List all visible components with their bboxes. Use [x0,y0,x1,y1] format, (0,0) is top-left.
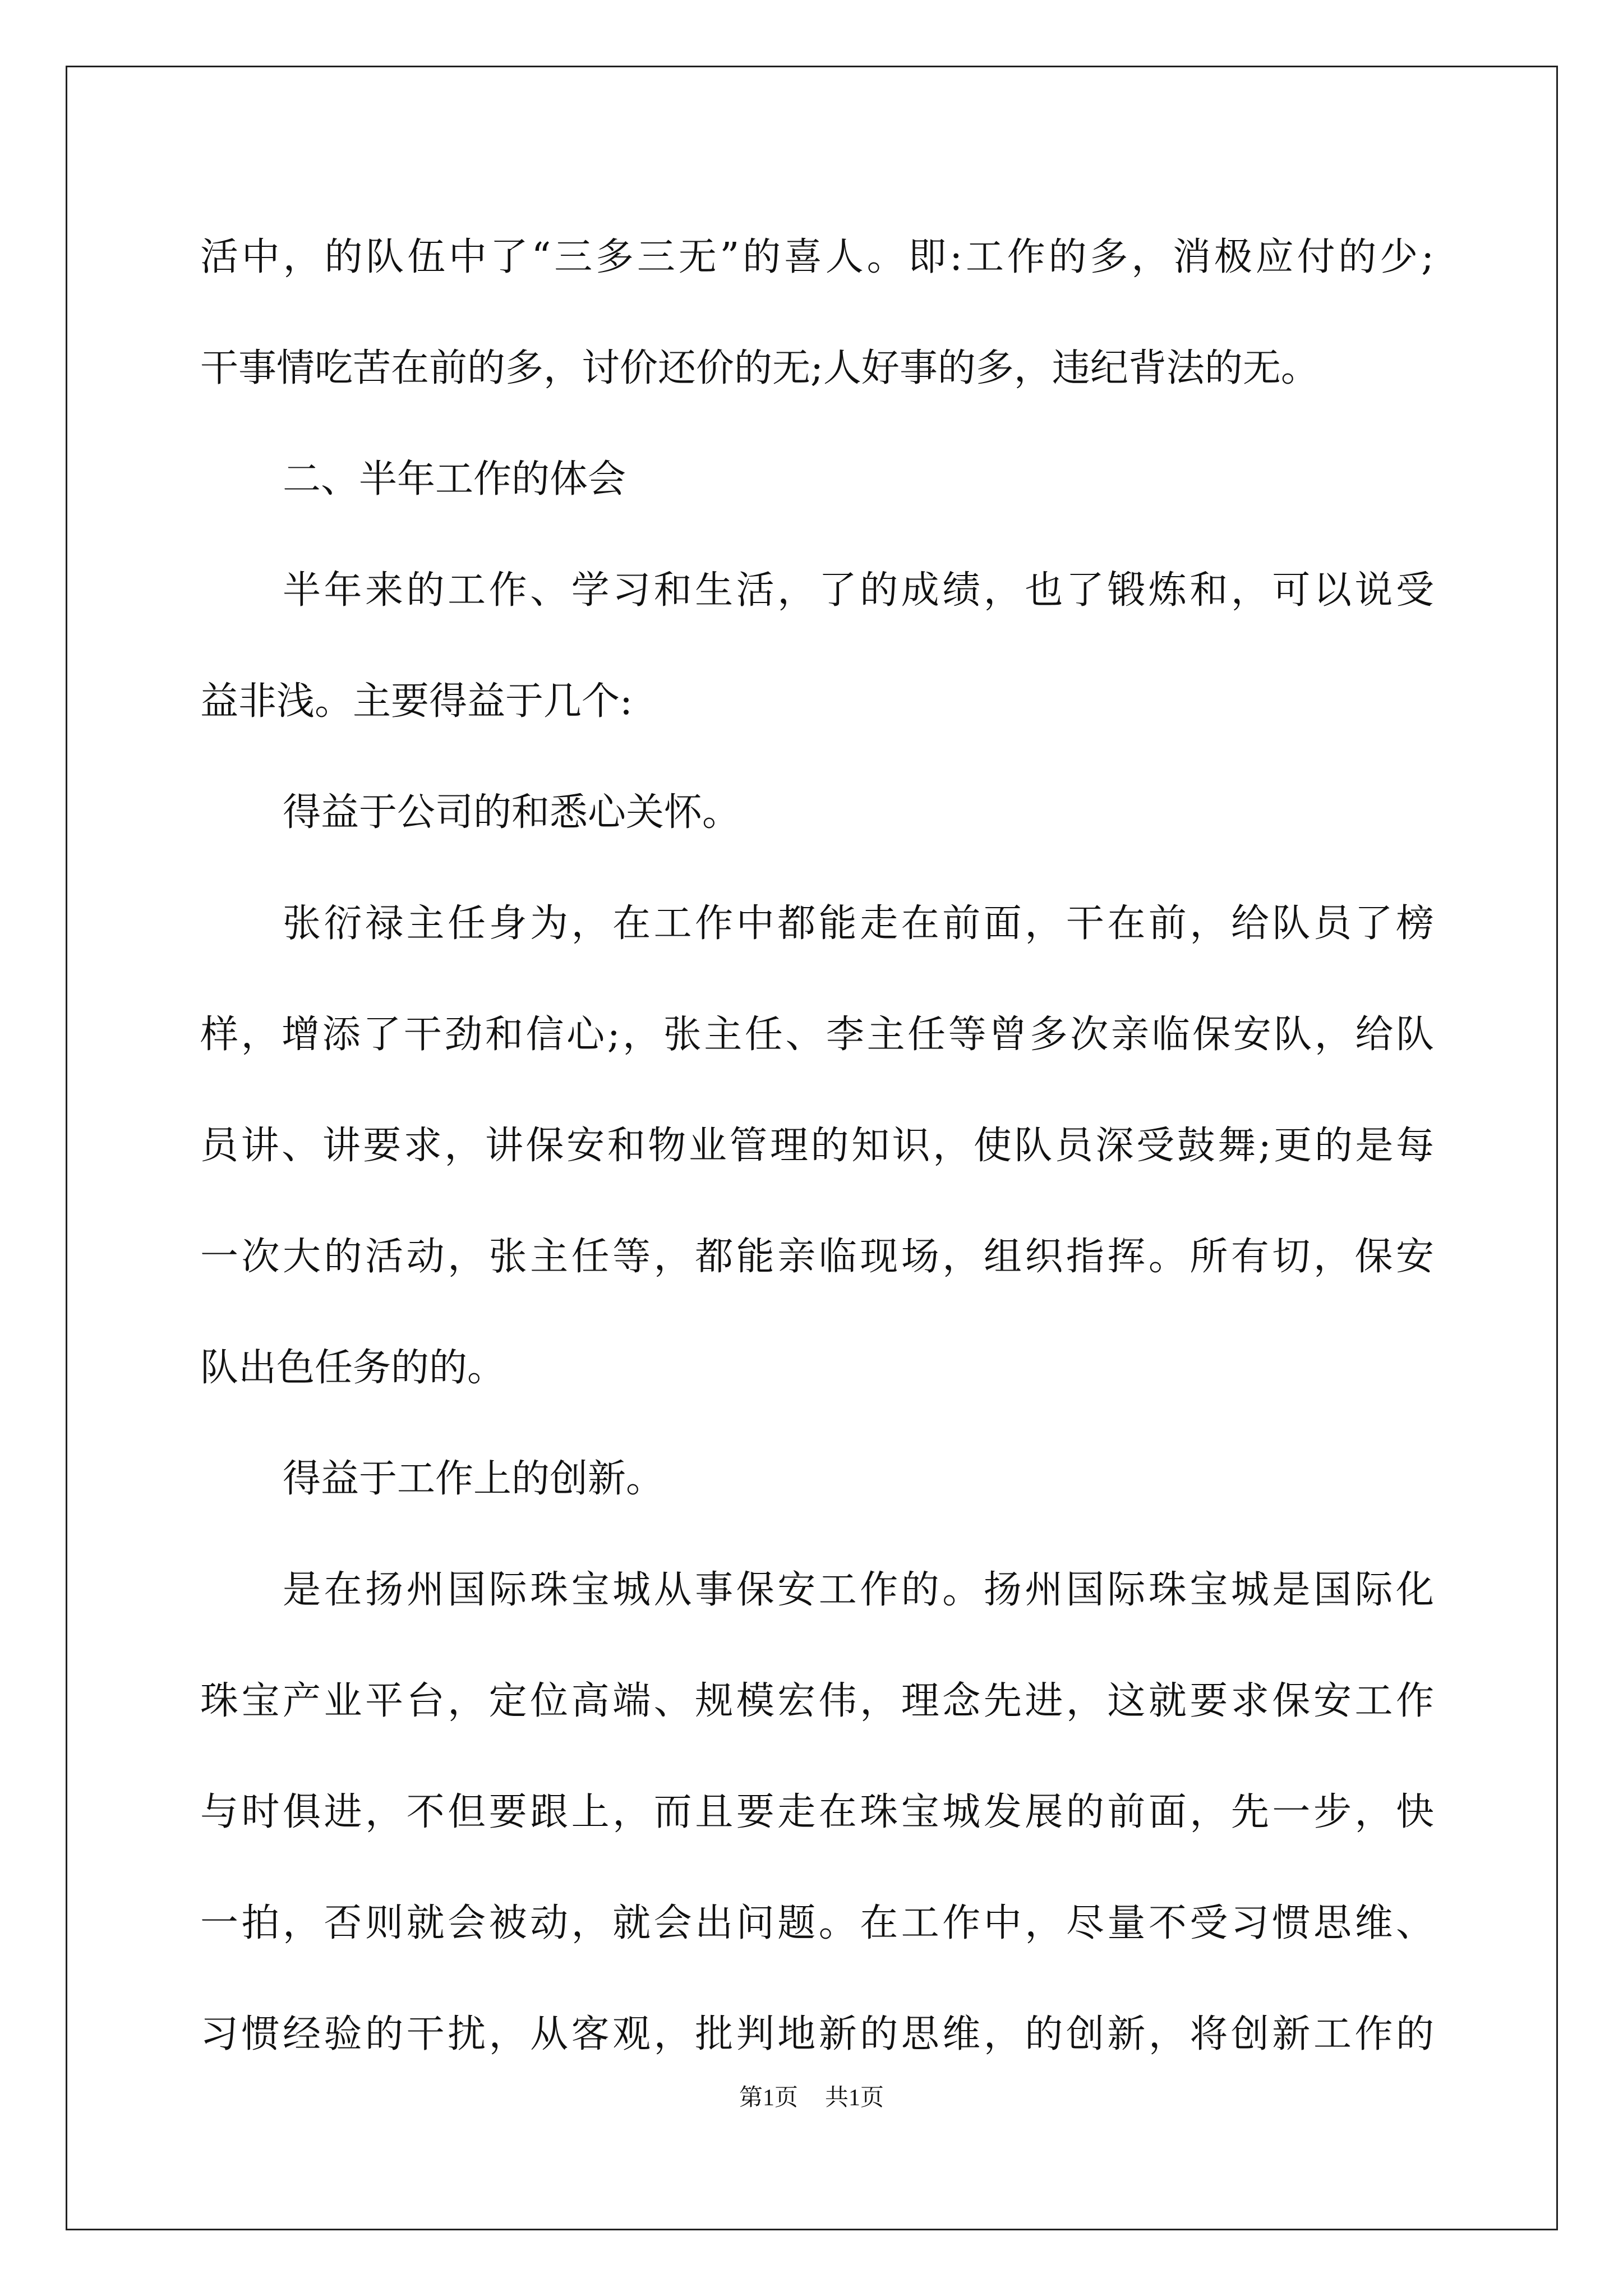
text-line: 队出色任务的的。 [200,1346,506,1390]
text-line: 习惯经验的干扰，从客观，批判地新的思维，的创新，将创新工作的 [200,2012,1434,2056]
text-line: 样，增添了干劲和信心;，张主任、李主任等曾多次亲临保安队，给队 [200,1013,1434,1057]
text-line: 活中，的队伍中了“三多三无”的喜人。即:工作的多，消极应付的少; [200,235,1434,279]
text-line: 得益于公司的和悉心关怀。 [283,790,741,835]
text-line: 半年来的工作、学习和生活，了的成绩，也了锻炼和，可以说受 [283,568,1434,613]
page-footer [0,2081,1623,2115]
text-line: 得益于工作上的创新。 [283,1457,665,1501]
text-line: 一次大的活动，张主任等，都能亲临现场，组织指挥。所有切，保安 [200,1235,1434,1279]
document-body [200,202,1434,2090]
text-line: 是在扬州国际珠宝城从事保安工作的。扬州国际珠宝城是国际化 [283,1568,1434,1612]
text-line: 一拍，否则就会被动，就会出问题。在工作中，尽量不受习惯思维、 [200,1901,1434,1945]
text-line: 张衍禄主任身为，在工作中都能走在前面，干在前，给队员了榜 [283,901,1434,946]
text-line: 与时俱进，不但要跟上，而且要走在珠宝城发展的前面，先一步，快 [200,1790,1434,1834]
page-number-total: 共1页 [825,2085,884,2111]
page-number-current: 第1页 [739,2085,798,2111]
text-line: 干事情吃苦在前的多，讨价还价的无;人好事的多，违纪背法的无。 [200,346,1319,390]
section-heading: 二、半年工作的体会 [283,457,626,501]
text-line: 员讲、讲要求，讲保安和物业管理的知识，使队员深受鼓舞;更的是每 [200,1124,1434,1168]
text-line: 珠宝产业平台，定位高端、规模宏伟，理念先进，这就要求保安工作 [200,1679,1434,1723]
text-line: 益非浅。主要得益于几个: [200,679,633,724]
